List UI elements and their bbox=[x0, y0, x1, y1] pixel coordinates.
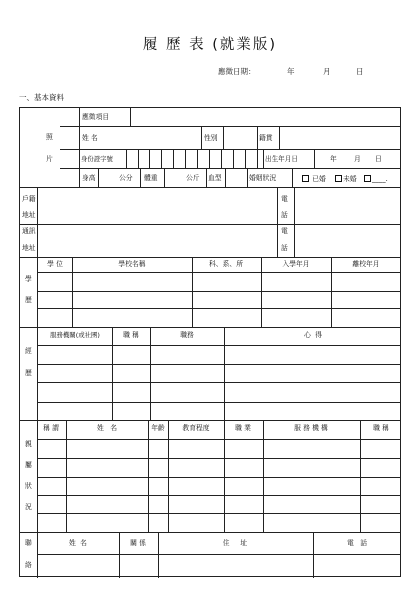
col-education-level: 教育程度 bbox=[182, 424, 210, 432]
col-contact-phone: 電 話 bbox=[346, 539, 368, 547]
other-option[interactable]: ____. bbox=[364, 175, 388, 183]
contact-side-1: 聯 bbox=[25, 539, 32, 547]
married-checkbox[interactable] bbox=[302, 175, 309, 182]
col-relation-title: 稱 謂 bbox=[43, 424, 59, 432]
col-graduate-date: 離校年月 bbox=[352, 260, 380, 268]
col-job-title: 職 稱 bbox=[123, 331, 139, 339]
weight-label: 體重 bbox=[144, 174, 158, 182]
birth-year: 年 bbox=[330, 155, 337, 163]
experience-side-1: 經 bbox=[25, 347, 32, 355]
section-basic-info: 一、基本資料 bbox=[19, 93, 64, 102]
household-address-label-2: 地址 bbox=[22, 211, 36, 219]
col-age: 年齡 bbox=[151, 424, 165, 432]
blood-type-label: 血型 bbox=[208, 174, 222, 182]
mailing-address-label-2: 地址 bbox=[22, 244, 36, 252]
married-option[interactable]: 已婚 bbox=[302, 175, 326, 183]
origin-label: 籍貫 bbox=[259, 134, 273, 142]
position-label: 應徵項目 bbox=[82, 113, 110, 121]
col-contact-name: 姓 名 bbox=[69, 539, 87, 547]
height-label: 身高 bbox=[82, 174, 96, 182]
id-number-label: 身份證字號 bbox=[81, 155, 113, 163]
photo-label-2: 片 bbox=[46, 155, 53, 163]
birth-date-label: 出生年月日 bbox=[265, 155, 298, 163]
col-occupation: 職 業 bbox=[235, 424, 251, 432]
experience-side-2: 歷 bbox=[25, 369, 32, 377]
marital-status-label: 婚姻狀況 bbox=[249, 174, 277, 182]
date-day: 日 bbox=[356, 67, 364, 76]
col-contact-relation: 關 係 bbox=[130, 539, 146, 547]
education-side-2: 歷 bbox=[25, 296, 32, 304]
col-contact-address: 住 址 bbox=[222, 539, 248, 547]
phone-label-2a: 電 bbox=[281, 227, 288, 235]
weight-unit: 公斤 bbox=[186, 174, 200, 182]
phone-label-2b: 話 bbox=[281, 244, 288, 252]
household-address-label-1: 戶籍 bbox=[22, 195, 36, 203]
phone-label-1a: 電 bbox=[281, 195, 288, 203]
contact-side-2: 絡 bbox=[25, 561, 32, 569]
height-unit: 公分 bbox=[119, 174, 133, 182]
resume-form bbox=[19, 107, 401, 577]
col-organization: 服務機關(或社團) bbox=[50, 331, 100, 339]
family-side-2: 屬 bbox=[25, 461, 32, 469]
family-side-3: 狀 bbox=[25, 482, 32, 490]
birth-month: 月 bbox=[354, 155, 361, 163]
date-month: 月 bbox=[323, 67, 331, 76]
family-side-4: 況 bbox=[25, 503, 32, 511]
unmarried-checkbox[interactable] bbox=[335, 175, 342, 182]
gender-label: 性別 bbox=[204, 134, 218, 142]
photo-label-1: 照 bbox=[46, 133, 53, 141]
col-family-name: 姓 名 bbox=[96, 424, 118, 432]
col-degree: 學 位 bbox=[47, 260, 63, 268]
date-year: 年 bbox=[287, 67, 295, 76]
name-label: 姓 名 bbox=[82, 134, 98, 142]
col-school-name: 學校名稱 bbox=[118, 260, 146, 268]
other-checkbox[interactable] bbox=[364, 175, 371, 182]
page-title: 履 歷 表 (就業版) bbox=[142, 37, 278, 53]
col-reflections: 心 得 bbox=[304, 331, 322, 339]
col-duty: 職務 bbox=[180, 331, 194, 339]
col-enroll-date: 入學年月 bbox=[282, 260, 310, 268]
unmarried-option[interactable]: 未婚 bbox=[335, 175, 357, 183]
birth-day: 日 bbox=[375, 155, 382, 163]
date-label: 應徵日期： bbox=[218, 67, 256, 76]
family-side-1: 親 bbox=[25, 440, 32, 448]
education-side-1: 學 bbox=[25, 275, 32, 283]
phone-label-1b: 話 bbox=[281, 211, 288, 219]
col-family-job-title: 職 稱 bbox=[373, 424, 389, 432]
col-employer: 服 務 機 構 bbox=[294, 424, 328, 432]
mailing-address-label-1: 通訊 bbox=[22, 227, 36, 235]
col-department: 科、系、所 bbox=[209, 260, 243, 268]
